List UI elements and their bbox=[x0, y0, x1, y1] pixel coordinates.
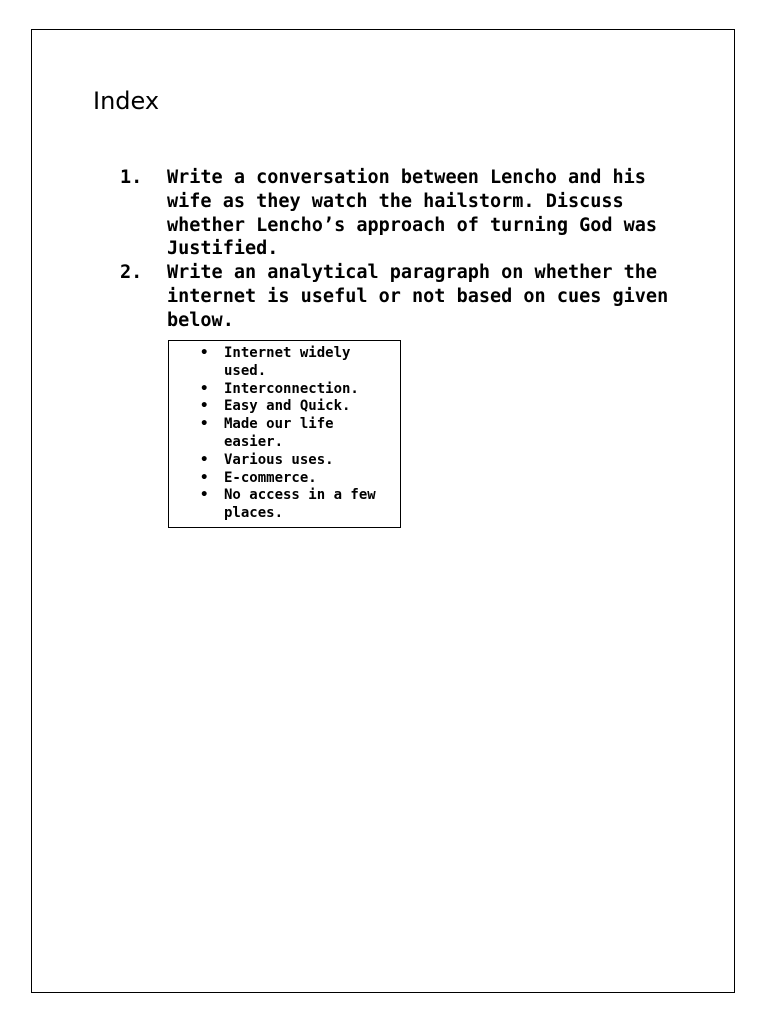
cue-text: Various uses. bbox=[224, 451, 334, 468]
cue-text: Easy and Quick. bbox=[224, 398, 351, 415]
cue-item bbox=[169, 452, 394, 470]
cue-item bbox=[169, 345, 394, 381]
cue-item bbox=[169, 398, 394, 416]
cue-text: Made our life easier. bbox=[224, 416, 334, 450]
bullet-icon: • bbox=[200, 416, 209, 433]
question-list bbox=[120, 166, 680, 333]
cue-text: Interconnection. bbox=[224, 380, 359, 397]
question-item bbox=[120, 166, 680, 261]
cue-item bbox=[169, 487, 394, 523]
question-number: 2. bbox=[120, 262, 143, 284]
bullet-icon: • bbox=[200, 398, 209, 415]
cue-box bbox=[168, 340, 401, 528]
question-text: Write a conversation between Lencho and his wife as they watch the hailstorm. Discuss whether Lencho’s approach of turning God was Justified. bbox=[167, 167, 658, 260]
cue-text: Internet widely used. bbox=[224, 345, 351, 379]
bullet-icon: • bbox=[200, 469, 209, 486]
cue-list bbox=[169, 345, 394, 523]
bullet-icon: • bbox=[200, 380, 209, 397]
page-title: Index bbox=[93, 87, 160, 115]
question-text: Write an analytical paragraph on whether the internet is useful or not based on cues given below. bbox=[167, 262, 669, 331]
question-item bbox=[120, 261, 680, 332]
cue-item bbox=[169, 416, 394, 452]
cue-item bbox=[169, 470, 394, 488]
bullet-icon: • bbox=[200, 487, 209, 504]
question-number: 1. bbox=[120, 167, 143, 188]
cue-text: E-commerce. bbox=[224, 469, 317, 486]
cue-item bbox=[169, 381, 394, 399]
bullet-icon: • bbox=[200, 345, 209, 361]
bullet-icon: • bbox=[200, 451, 209, 468]
cue-text: No access in a few places. bbox=[224, 487, 376, 522]
